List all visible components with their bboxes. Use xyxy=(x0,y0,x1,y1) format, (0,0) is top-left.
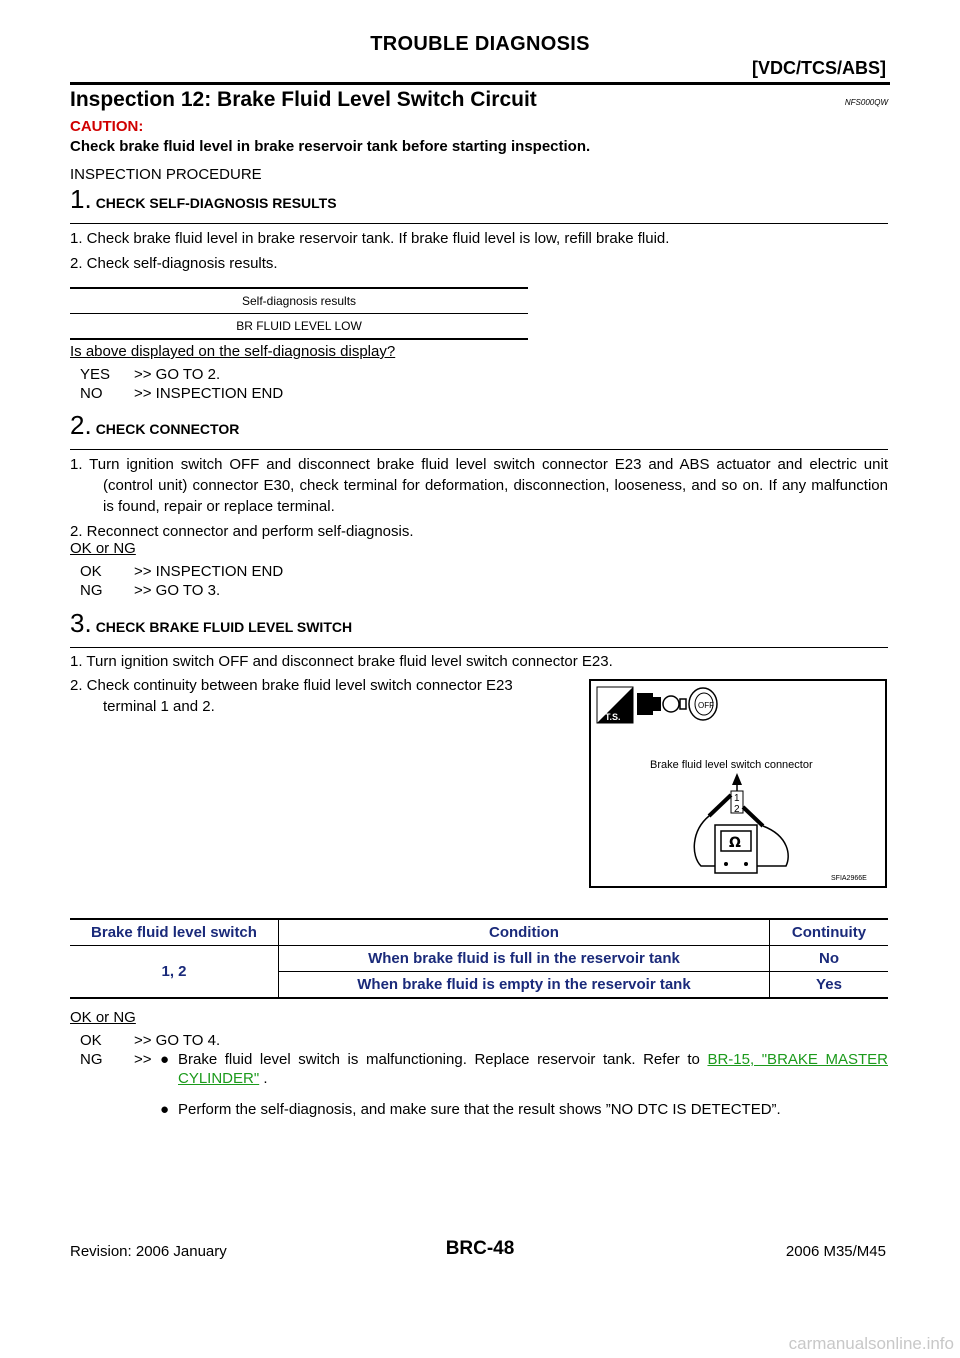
ohm-symbol: Ω xyxy=(729,835,741,851)
svg-text:T.S.: T.S. xyxy=(605,712,621,722)
section-title: Inspection 12: Brake Fluid Level Switch Circuit xyxy=(70,88,537,111)
diagram-code: SFIA2966E xyxy=(831,875,867,882)
condition-cell: When brake fluid is empty in the reservoir tank xyxy=(279,972,770,999)
page-header-title: TROUBLE DIAGNOSIS xyxy=(370,33,590,55)
terminal-2-label: 2 xyxy=(734,804,740,815)
footer-revision: Revision: 2006 January xyxy=(70,1243,227,1260)
probe-left xyxy=(709,795,731,816)
terminal-1-label: 1 xyxy=(734,793,740,804)
col-header-switch: Brake fluid level switch xyxy=(70,919,279,946)
step-2-item-2: 2. Reconnect connector and perform self-diagnosis. xyxy=(70,523,414,540)
continuity-table xyxy=(70,918,888,999)
ts-icon xyxy=(597,687,633,723)
step-2-answer-ok: OK >> INSPECTION END xyxy=(80,563,284,580)
connector-diagram xyxy=(589,679,887,888)
connector-diagram-svg xyxy=(591,681,885,886)
probe-right xyxy=(743,807,763,826)
watermark: carmanualsonline.info xyxy=(788,1334,954,1353)
pointer-arrow xyxy=(732,773,742,785)
step-3-question: OK or NG xyxy=(70,1009,136,1026)
col-header-condition: Condition xyxy=(279,919,770,946)
table-row xyxy=(70,946,888,972)
step-3-label: CHECK BRAKE FLUID LEVEL SWITCH xyxy=(95,619,353,635)
connector-icon xyxy=(637,693,686,715)
terminal-cell: 1, 2 xyxy=(70,946,279,999)
step-3-answers xyxy=(80,1031,888,1119)
page-header-subtitle: [VDC/TCS/ABS] xyxy=(752,58,886,78)
step-3-item-1-wrap xyxy=(70,651,888,672)
diagram-label: Brake fluid level switch connector xyxy=(650,759,813,771)
section-code: NFS000QW xyxy=(844,98,888,107)
condition-cell: When brake fluid is full in the reservoir tank xyxy=(279,946,770,972)
step-3-item-2: 2. Check continuity between brake fluid level switch connector E23 terminal 1 and 2. xyxy=(70,677,513,715)
step-2-item-1: 1. Turn ignition switch OFF and disconnect brake fluid level switch connector E23 and ABS actuator and electric unit (control unit) connector E30, check terminal for deformation, disconnection, looseness, and so on. If any malfunction is found, repair or replace terminal. xyxy=(70,456,888,515)
procedure-label: INSPECTION PROCEDURE xyxy=(70,166,262,183)
step-1-answer-no: NO >> INSPECTION END xyxy=(80,385,284,402)
step-1-items xyxy=(70,228,888,274)
caution-label: CAUTION: xyxy=(70,118,144,135)
ng-bullet-2: ● Perform the self-diagnosis, and make sure that the result shows ”NO DTC IS DETECTED”. xyxy=(160,1101,781,1118)
step-1-answers xyxy=(80,365,283,403)
step-1-item-1: 1. Check brake fluid level in brake reservoir tank. If brake fluid level is low, refill brake fluid. xyxy=(70,230,670,247)
ng-bullet-1: ● Brake fluid level switch is malfunctioning. Replace reservoir tank. Refer to BR-15, "BRAKE MASTER CYLINDER" . xyxy=(160,1051,889,1087)
step-2-answer-ng: NG >> GO TO 3. xyxy=(80,582,221,599)
step-3-number: 3. xyxy=(70,608,92,638)
continuity-cell: Yes xyxy=(769,972,888,999)
caution-text: Check brake fluid level in brake reservoir tank before starting inspection. xyxy=(70,138,591,155)
step-3-answer-ok: OK >> GO TO 4. xyxy=(80,1032,221,1049)
footer-page-number: BRC-48 xyxy=(445,1238,515,1259)
step-2-answers xyxy=(80,562,283,600)
col-header-continuity: Continuity xyxy=(769,919,888,946)
step-1-item-2: 2. Check self-diagnosis results. xyxy=(70,255,278,272)
step-1-question: Is above displayed on the self-diagnosis display? xyxy=(70,343,396,360)
step-2-number: 2. xyxy=(70,410,92,440)
step-2-heading xyxy=(70,410,888,450)
step-1-label: CHECK SELF-DIAGNOSIS RESULTS xyxy=(95,195,337,211)
continuity-cell: No xyxy=(769,946,888,972)
step-2-label: CHECK CONNECTOR xyxy=(95,421,240,437)
header-divider xyxy=(70,82,890,85)
step-2-items xyxy=(70,454,888,542)
step-1-answer-yes: YES >> GO TO 2. xyxy=(80,366,221,383)
br-15-link[interactable]: BR-15, "BRAKE MASTER CYLINDER" xyxy=(178,1051,889,1087)
self-diagnosis-table xyxy=(70,287,528,340)
footer-model: 2006 M35/M45 xyxy=(785,1243,886,1260)
step-3-heading xyxy=(70,608,888,648)
svg-text:OFF: OFF xyxy=(698,701,714,710)
step-3-item-1: 1. Turn ignition switch OFF and disconnect brake fluid level switch connector E23. xyxy=(70,653,613,670)
step-1-number: 1. xyxy=(70,184,92,214)
step-2-question: OK or NG xyxy=(70,540,136,557)
self-diagnosis-header: Self-diagnosis results xyxy=(70,288,528,314)
step-3-item-2-wrap xyxy=(70,675,570,717)
ignition-off-icon xyxy=(689,688,717,720)
self-diagnosis-value: BR FLUID LEVEL LOW xyxy=(70,314,528,340)
step-3-answer-ng: NG >> ● Brake fluid level switch is malfunctioning. Replace reservoir tank. Refer to BR-15, "BRAKE MASTER CYLINDER" . ● Perform the self-diagnosis, and make sure that the result shows ”NO DTC IS DETECTED”. xyxy=(80,1051,889,1118)
step-1-heading xyxy=(70,184,888,224)
